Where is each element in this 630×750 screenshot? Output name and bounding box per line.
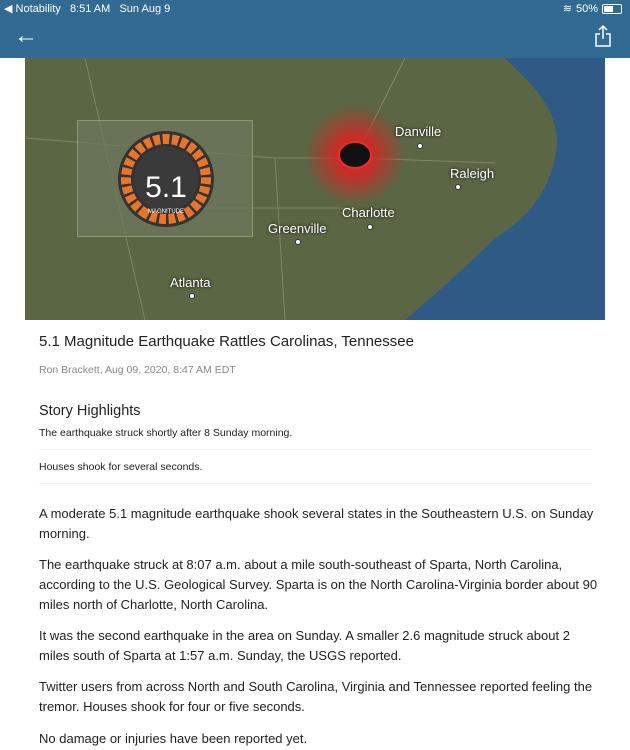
wifi-icon: ≋ — [562, 3, 572, 15]
share-icon[interactable] — [594, 24, 612, 48]
magnitude-label: MAGNITUDE — [148, 209, 184, 215]
back-to-app[interactable]: ◀ Notability — [4, 3, 61, 15]
city-marker — [367, 224, 373, 230]
status-right — [563, 2, 622, 15]
city-label-greenville: Greenville — [268, 221, 327, 236]
battery-percent: 50% — [575, 2, 598, 15]
article-byline: Ron Brackett, Aug 09, 2020, 8:47 AM EDT — [39, 364, 236, 376]
city-label-raleigh: Raleigh — [450, 166, 495, 181]
back-arrow-icon[interactable]: ← — [14, 22, 38, 49]
article-title: 5.1 Magnitude Earthquake Rattles Carolinas, Tennessee — [39, 333, 414, 350]
magnitude-gauge — [77, 120, 253, 237]
article-paragraph: A moderate 5.1 magnitude earthquake shook several states in the Southeastern U.S. on Sunday morning. — [39, 506, 594, 541]
city-marker — [455, 184, 461, 190]
nav-bar — [0, 18, 630, 58]
status-bar — [0, 0, 630, 18]
article-paragraph: The earthquake struck at 8:07 a.m. about a mile south-southeast of Sparta, North Carolina, according to the U.S. Geological Survey. Sparta is on the North Carolina-Virginia border about 90 miles north of Charlotte, North Carolina. — [39, 557, 598, 612]
article-paragraph: No damage or injuries have been reported yet. — [39, 731, 308, 746]
highlight-item: Houses shook for several seconds. — [39, 461, 592, 484]
battery-icon — [602, 4, 622, 14]
earthquake-map-image — [25, 58, 605, 320]
city-label-danville: Danville — [395, 124, 442, 139]
status-left — [4, 2, 170, 15]
time: 8:51 AM — [69, 3, 111, 15]
highlight-item: The earthquake struck shortly after 8 Sunday morning. — [39, 427, 592, 450]
city-marker — [295, 239, 301, 245]
article-paragraph: It was the second earthquake in the area on Sunday. A smaller 2.6 magnitude struck about 2 miles south of Sparta at 1:57 a.m. Sunday, the USGS reported. — [39, 628, 570, 663]
city-label-atlanta: Atlanta — [170, 275, 211, 290]
city-label-charlotte: Charlotte — [342, 205, 395, 220]
city-marker — [189, 293, 195, 299]
magnitude-value: 5.1 — [145, 171, 187, 204]
date: Sun Aug 9 — [119, 3, 171, 15]
highlights-heading: Story Highlights — [39, 403, 141, 419]
article-paragraph: Twitter users from across North and South Carolina, Virginia and Tennessee reported feeling the tremor. Houses shook for four or five seconds. — [39, 679, 593, 714]
city-marker — [417, 143, 423, 149]
